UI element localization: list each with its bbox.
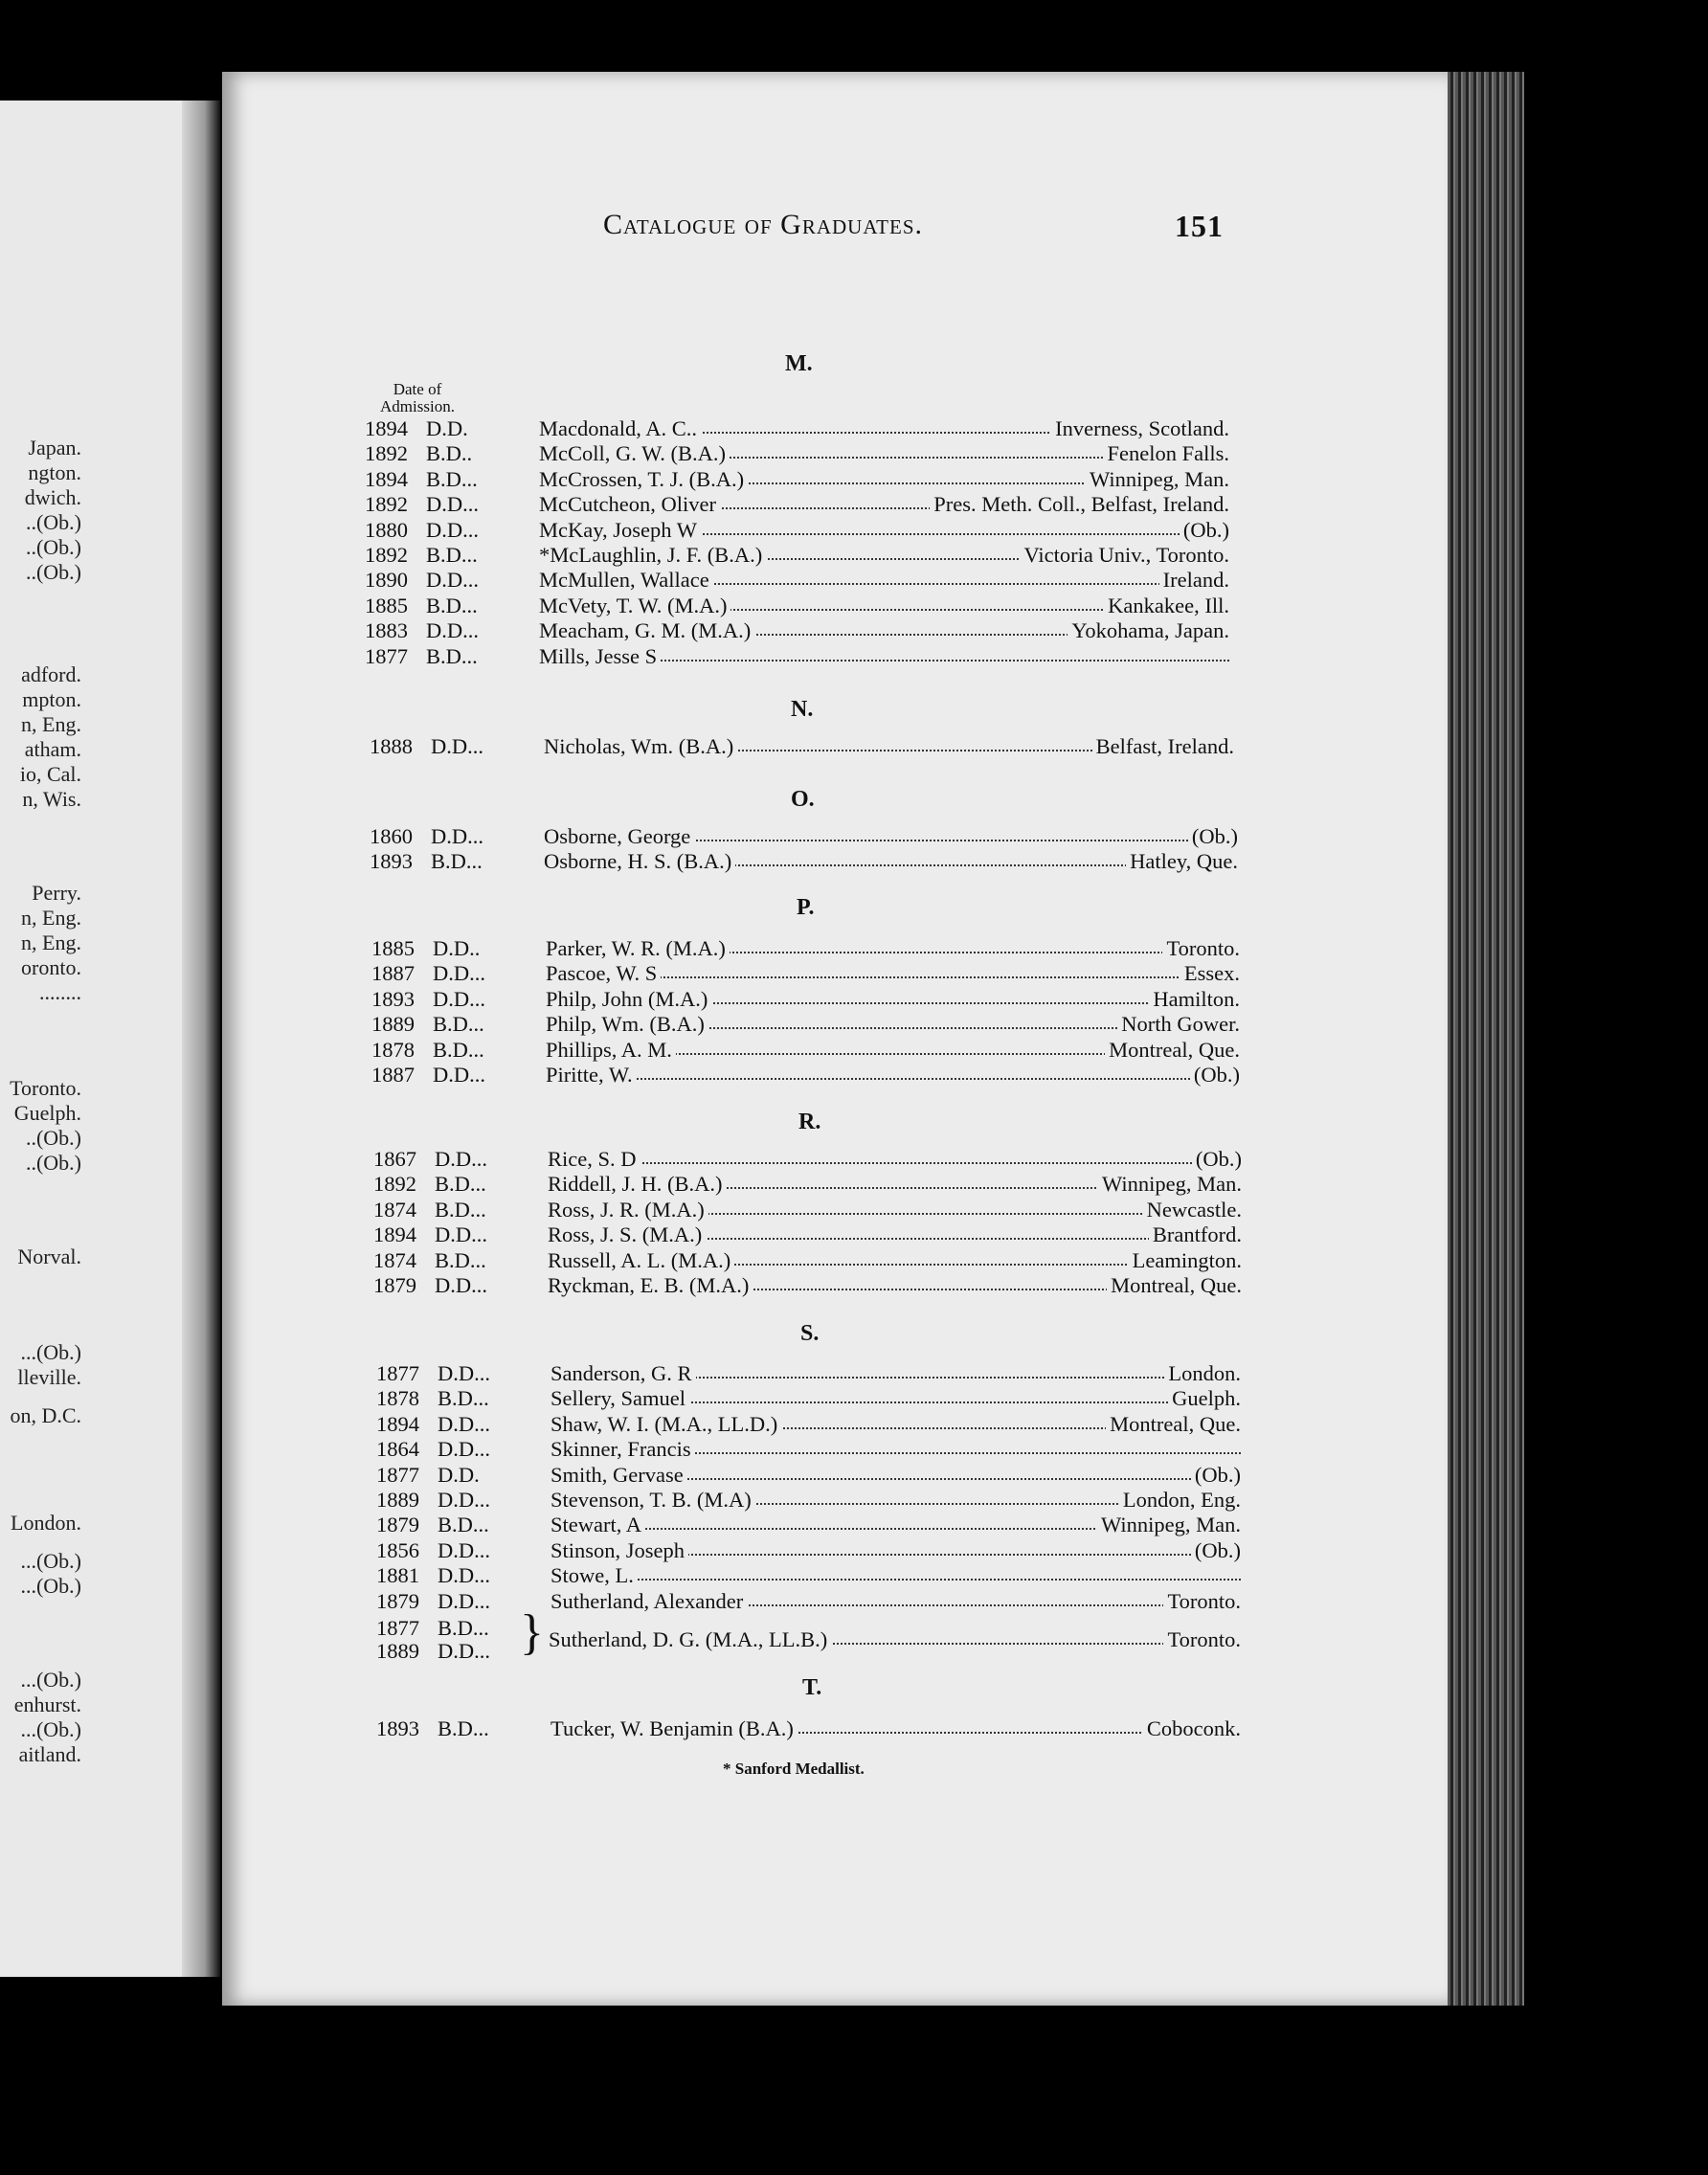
left-page-text: on, D.C.: [10, 1403, 81, 1427]
graduate-entry: [376, 1463, 1241, 1488]
left-page-text: ........: [39, 980, 81, 1004]
left-page-text: ..(Ob.): [25, 560, 81, 584]
graduate-entry: [365, 644, 1229, 669]
graduate-name: Osborne, George: [544, 824, 694, 849]
degree: B.D...: [438, 1716, 489, 1740]
graduate-place: Brantford.: [1149, 1222, 1242, 1247]
graduate-entry: [365, 518, 1229, 543]
graduate-place: Montreal, Que.: [1107, 1273, 1242, 1298]
graduate-place: Toronto.: [1163, 1589, 1241, 1614]
graduate-name: Stinson, Joseph: [551, 1538, 688, 1563]
left-page-text: n, Eng.: [21, 906, 81, 930]
left-page-text: enhurst.: [13, 1693, 81, 1716]
admission-year: 1890: [365, 568, 408, 593]
graduate-entry: [376, 1437, 1241, 1462]
degree: D.D...: [438, 1588, 490, 1613]
degree: D.D...: [426, 568, 479, 593]
admission-year: 1877: [376, 1361, 419, 1385]
graduate-name: Shaw, W. I. (M.A., LL.D.): [551, 1412, 781, 1437]
degree: D.D.: [426, 416, 468, 440]
graduate-place: (Ob.): [1192, 1147, 1242, 1172]
graduate-name: McVety, T. W. (M.A.): [539, 594, 730, 618]
graduate-name: Tucker, W. Benjamin (B.A.): [551, 1716, 798, 1741]
admission-year: 1889: [376, 1488, 419, 1512]
left-page-text: adford.: [21, 662, 81, 686]
degree: D.D...: [426, 517, 479, 542]
degree: B.D...: [435, 1247, 486, 1272]
graduate-entry: [376, 1716, 1241, 1741]
graduate-place: Coboconk.: [1143, 1716, 1241, 1741]
left-page-text: dwich.: [24, 485, 81, 509]
section-letter: T.: [802, 1675, 822, 1700]
graduate-place: Fenelon Falls.: [1104, 441, 1230, 466]
admission-year: 1880: [365, 517, 408, 542]
sutherland-name-row: [376, 1627, 1241, 1652]
admission-year: 1887: [371, 1063, 415, 1087]
graduate-place: London, Eng.: [1119, 1488, 1241, 1513]
page-number: 151: [1175, 209, 1224, 243]
left-page-text: atham.: [24, 737, 81, 761]
left-page-text: ...(Ob.): [20, 1340, 81, 1364]
degree: B.D...: [438, 1513, 489, 1537]
graduate-name: Ryckman, E. B. (M.A.): [548, 1273, 753, 1298]
left-page-text: Guelph.: [13, 1101, 81, 1125]
graduate-place: Toronto.: [1162, 936, 1240, 961]
left-page-text: Norval.: [17, 1244, 81, 1268]
graduate-entry: [373, 1222, 1242, 1247]
graduate-entry: [376, 1412, 1241, 1437]
graduate-place: Ireland.: [1159, 568, 1229, 593]
section-letter: N.: [791, 697, 814, 722]
graduate-name: Meacham, G. M. (M.A.): [539, 618, 754, 643]
graduate-entry: [371, 1038, 1240, 1063]
graduate-name: Stowe, L.: [551, 1563, 638, 1588]
left-page-text: ...(Ob.): [20, 1717, 81, 1741]
admission-year: 1892: [373, 1172, 416, 1197]
graduate-place: Guelph.: [1168, 1386, 1241, 1411]
admission-year: 1893: [371, 986, 415, 1011]
left-page-text: ..(Ob.): [25, 1151, 81, 1175]
graduate-name: Sanderson, G. R: [551, 1361, 696, 1386]
degree: D.D...: [426, 492, 479, 517]
graduate-name: Sellery, Samuel: [551, 1386, 689, 1411]
left-page-text: ..(Ob.): [25, 510, 81, 534]
graduate-name: McKay, Joseph W: [539, 518, 701, 543]
degree: B.D...: [435, 1197, 486, 1222]
left-page-text: Perry.: [32, 881, 81, 905]
admission-year: 1894: [373, 1222, 416, 1247]
degree: D.D...: [438, 1361, 490, 1385]
admission-year: 1892: [365, 441, 408, 466]
admission-year: 1874: [373, 1247, 416, 1272]
degree: B.D...: [438, 1616, 489, 1640]
degree: D.D.: [438, 1462, 480, 1487]
degree: D.D...: [433, 1063, 485, 1087]
graduate-place: Newcastle.: [1143, 1198, 1242, 1222]
degree: B.D...: [435, 1172, 486, 1197]
graduate-name: Riddell, J. H. (B.A.): [548, 1172, 727, 1197]
left-page-text: n, Wis.: [22, 787, 81, 811]
admission-year: 1889: [371, 1012, 415, 1037]
graduate-entry: [371, 961, 1240, 986]
degree: D.D...: [438, 1537, 490, 1562]
graduate-entry: [371, 936, 1240, 961]
graduate-place: Hatley, Que.: [1126, 849, 1238, 874]
graduate-name: Philp, Wm. (B.A.): [546, 1012, 708, 1037]
left-page-text: Japan.: [28, 436, 81, 460]
graduate-entry: [376, 1538, 1241, 1563]
graduate-place: Montreal, Que.: [1106, 1412, 1241, 1437]
graduate-entry: [365, 467, 1229, 492]
graduate-name: Sutherland, Alexander: [551, 1589, 747, 1614]
graduate-place: (Ob.): [1190, 1063, 1240, 1088]
degree: B.D...: [426, 543, 478, 567]
graduate-place: Winnipeg, Man.: [1098, 1172, 1242, 1197]
degree: B.D...: [431, 849, 483, 874]
graduate-name: Ross, J. R. (M.A.): [548, 1198, 708, 1222]
graduate-place: Hamilton.: [1149, 987, 1240, 1012]
graduate-entry: [373, 1198, 1242, 1222]
graduate-name: Ross, J. S. (M.A.): [548, 1222, 706, 1247]
admission-year: 1879: [373, 1273, 416, 1297]
admission-year: 1877: [376, 1616, 419, 1640]
admission-year: 1893: [370, 849, 413, 874]
admission-year: 1889: [376, 1639, 419, 1663]
graduate-place: Belfast, Ireland.: [1092, 734, 1234, 759]
admission-year: 1885: [365, 593, 408, 617]
degree: B.D...: [438, 1386, 489, 1411]
graduate-entry: [365, 594, 1229, 618]
degree: D.D...: [438, 1639, 490, 1663]
admission-year: 1867: [373, 1147, 416, 1171]
graduate-name: Piritte, W.: [546, 1063, 637, 1088]
admission-year: 1885: [371, 936, 415, 960]
left-page-text: aitland.: [18, 1742, 81, 1766]
running-title: Catalogue of Graduates.: [603, 209, 923, 240]
graduate-place: Inverness, Scotland.: [1051, 416, 1229, 441]
graduate-name: McColl, G. W. (B.A.): [539, 441, 730, 466]
section-letter: P.: [797, 895, 815, 920]
graduate-name: Philp, John (M.A.): [546, 987, 711, 1012]
admission-year: 1888: [370, 734, 413, 758]
degree: B.D...: [426, 593, 478, 617]
degree: D.D..: [433, 936, 481, 960]
graduate-name: Pascoe, W. S: [546, 961, 661, 986]
graduate-entry: [371, 1063, 1240, 1088]
dot-leader: [548, 1162, 1242, 1164]
graduate-entry: [376, 1563, 1241, 1588]
admission-year: 1856: [376, 1537, 419, 1562]
page-edges: [1448, 72, 1524, 2006]
degree: D.D...: [435, 1147, 487, 1171]
footnote: * Sanford Medallist.: [723, 1760, 865, 1778]
graduate-place: (Ob.): [1180, 518, 1229, 543]
admission-year: 1892: [365, 492, 408, 517]
graduate-entry: [370, 849, 1238, 874]
degree: D.D...: [438, 1488, 490, 1512]
graduate-name: Mills, Jesse S: [539, 644, 661, 669]
graduate-entry: [371, 987, 1240, 1012]
graduate-entry: [365, 416, 1229, 441]
graduate-place: Montreal, Que.: [1105, 1038, 1240, 1063]
graduate-name: *McLaughlin, J. F. (B.A.): [539, 543, 766, 568]
graduate-place: (Ob.): [1191, 1463, 1241, 1488]
degree: D.D...: [438, 1411, 490, 1436]
degree: B.D..: [426, 441, 473, 466]
section-letter: S.: [800, 1321, 820, 1346]
graduate-entry: [365, 543, 1229, 568]
graduate-place: Winnipeg, Man.: [1086, 467, 1229, 492]
graduate-entry: [365, 492, 1229, 517]
graduate-entry: [365, 568, 1229, 593]
graduate-name: Osborne, H. S. (B.A.): [544, 849, 735, 874]
graduate-entry: [365, 441, 1229, 466]
admission-year: 1879: [376, 1588, 419, 1613]
admission-year: 1894: [365, 466, 408, 491]
degree: D.D...: [431, 734, 483, 758]
admission-year: 1893: [376, 1716, 419, 1740]
graduate-name: McMullen, Wallace: [539, 568, 713, 593]
graduate-place: Pres. Meth. Coll., Belfast, Ireland.: [930, 492, 1229, 517]
left-page-text: n, Eng.: [21, 712, 81, 736]
degree: B.D...: [426, 643, 478, 668]
graduate-name: Phillips, A. M.: [546, 1038, 676, 1063]
graduate-name: Stevenson, T. B. (M.A): [551, 1488, 755, 1513]
admission-year: 1877: [376, 1462, 419, 1487]
left-page-text: io, Cal.: [19, 762, 81, 786]
admission-year: 1892: [365, 543, 408, 567]
left-page-text: London.: [11, 1511, 81, 1535]
left-page-text: n, Eng.: [21, 931, 81, 954]
graduate-name: Rice, S. D: [548, 1147, 640, 1172]
graduate-entry: [373, 1172, 1242, 1197]
graduate-name: McCutcheon, Oliver: [539, 492, 720, 517]
graduate-entry: [376, 1488, 1241, 1513]
graduate-place: (Ob.): [1191, 1538, 1241, 1563]
left-page-text: ngton.: [28, 460, 81, 484]
graduate-entry: [373, 1248, 1242, 1273]
degree: D.D...: [433, 986, 485, 1011]
admission-year: 1878: [376, 1386, 419, 1411]
admission-year: 1887: [371, 961, 415, 986]
left-page-text: lleville.: [17, 1365, 81, 1389]
section-letter: O.: [791, 787, 815, 812]
graduate-entry: [376, 1361, 1241, 1386]
graduate-entry: [373, 1147, 1242, 1172]
admission-year: 1877: [365, 643, 408, 668]
left-page-text: ..(Ob.): [25, 1126, 81, 1150]
date-of-admission-header: Date of Admission.: [380, 380, 455, 415]
book-gutter: [182, 101, 220, 1977]
graduate-entry: [376, 1589, 1241, 1614]
graduate-entry: [373, 1273, 1242, 1298]
section-letter: R.: [798, 1110, 821, 1134]
graduate-place: Yokohama, Japan.: [1068, 618, 1229, 643]
left-page-text: ...(Ob.): [20, 1668, 81, 1692]
admission-year: 1864: [376, 1437, 419, 1462]
left-page-text: mpton.: [22, 687, 81, 711]
degree: B.D...: [433, 1037, 484, 1062]
dot-leader: [551, 1579, 1241, 1581]
degree: D.D...: [435, 1222, 487, 1247]
graduate-name: Parker, W. R. (M.A.): [546, 936, 730, 961]
brace: }: [520, 1605, 544, 1660]
graduate-place: London.: [1164, 1361, 1241, 1386]
degree: D.D...: [435, 1273, 487, 1297]
admission-year: 1894: [376, 1411, 419, 1436]
admission-year: 1894: [365, 416, 408, 440]
left-page-text: ..(Ob.): [25, 535, 81, 559]
graduate-name: Russell, A. L. (M.A.): [548, 1248, 734, 1273]
graduate-entry: [376, 1513, 1241, 1537]
admission-year: 1874: [373, 1197, 416, 1222]
left-page-text: ...(Ob.): [20, 1549, 81, 1573]
degree: B.D...: [433, 1012, 484, 1037]
graduate-place: Essex.: [1180, 961, 1240, 986]
graduate-name: Sutherland, D. G. (M.A., LL.B.): [549, 1627, 831, 1652]
graduate-name: McCrossen, T. J. (B.A.): [539, 467, 748, 492]
left-page-text: ...(Ob.): [20, 1574, 81, 1598]
graduate-name: Skinner, Francis: [551, 1437, 695, 1462]
graduate-name: Stewart, A: [551, 1513, 645, 1537]
degree: D.D...: [431, 824, 483, 848]
graduate-place: Victoria Univ., Toronto.: [1020, 543, 1229, 568]
admission-year: 1883: [365, 618, 408, 643]
degree: D.D...: [438, 1563, 490, 1588]
admission-year: 1881: [376, 1563, 419, 1588]
graduate-place: (Ob.): [1188, 824, 1238, 849]
degree: B.D...: [426, 466, 478, 491]
admission-year: 1860: [370, 824, 413, 848]
degree: D.D...: [438, 1437, 490, 1462]
graduate-entry: [370, 824, 1238, 849]
graduate-place: Toronto.: [1163, 1627, 1241, 1652]
graduate-place: Leamington.: [1129, 1248, 1242, 1273]
graduate-entry: [371, 1012, 1240, 1037]
graduate-entry: [370, 734, 1234, 759]
dot-leader: [546, 1078, 1240, 1080]
graduate-name: Nicholas, Wm. (B.A.): [544, 734, 737, 759]
graduate-name: Smith, Gervase: [551, 1463, 687, 1488]
graduate-place: North Gower.: [1117, 1012, 1240, 1037]
admission-year: 1879: [376, 1513, 419, 1537]
section-letter: M.: [785, 351, 813, 376]
graduate-place: Kankakee, Ill.: [1104, 594, 1229, 618]
graduate-place: Winnipeg, Man.: [1097, 1513, 1241, 1537]
graduate-entry: [365, 618, 1229, 643]
admission-year: 1878: [371, 1037, 415, 1062]
left-page-text: oronto.: [21, 955, 81, 979]
left-page-text: Toronto.: [10, 1076, 81, 1100]
degree: D.D...: [426, 618, 479, 643]
graduate-name: Macdonald, A. C..: [539, 416, 701, 441]
graduate-entry: [376, 1386, 1241, 1411]
degree: D.D...: [433, 961, 485, 986]
